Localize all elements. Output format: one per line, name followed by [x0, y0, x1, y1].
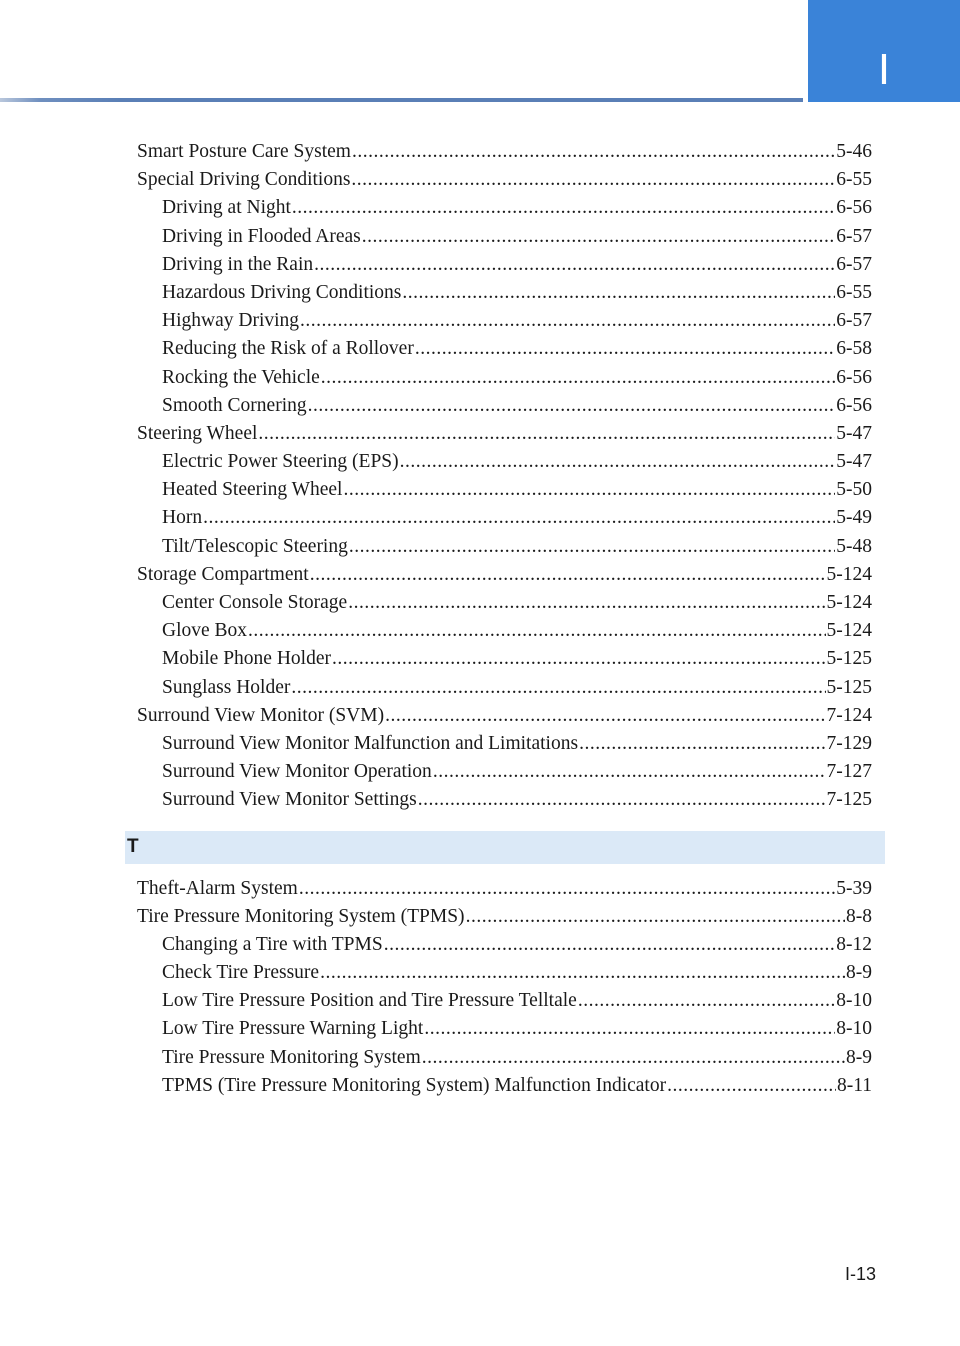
index-subentry[interactable]	[137, 479, 872, 507]
index-subentry[interactable]	[137, 197, 872, 225]
dot-leader	[292, 197, 835, 219]
entry-page: 6-58	[836, 338, 872, 360]
entry-page: 6-55	[836, 281, 872, 303]
entry-label: Tilt/Telescopic Steering	[162, 535, 348, 557]
entry-label: Driving in Flooded Areas	[162, 225, 361, 247]
entry-label: Surround View Monitor Settings	[162, 789, 417, 811]
entry-label: Horn	[162, 507, 203, 529]
index-subentry[interactable]	[137, 282, 872, 310]
dot-leader	[299, 878, 835, 900]
entry-page: 8-9	[846, 1046, 872, 1068]
page-number: I-13	[844, 1264, 876, 1284]
index-subentry[interactable]	[137, 1075, 872, 1103]
index-subentry[interactable]	[137, 1047, 872, 1075]
dot-leader	[332, 648, 826, 670]
entry-page: 8-9	[846, 962, 872, 984]
index-subentry[interactable]	[137, 990, 872, 1018]
entry-page: 7-125	[826, 789, 872, 811]
dot-leader	[300, 310, 835, 332]
dot-leader	[579, 733, 825, 755]
dot-leader	[348, 592, 825, 614]
entry-label: Low Tire Pressure Position and Tire Pressure Telltale	[162, 990, 577, 1012]
dot-leader	[384, 934, 836, 956]
dot-leader	[320, 962, 845, 984]
dot-leader	[310, 564, 826, 586]
dot-leader	[321, 367, 835, 389]
entry-label: Surround View Monitor (SVM)	[137, 704, 385, 726]
entry-page: 6-56	[836, 394, 872, 416]
entry-label: Glove Box	[162, 620, 248, 642]
entry-label: Heated Steering Wheel	[162, 479, 343, 501]
index-subentry[interactable]	[137, 367, 872, 395]
index-list	[127, 141, 872, 1103]
dot-leader	[424, 1018, 835, 1040]
index-subentry[interactable]	[137, 761, 872, 789]
index-entry[interactable]	[137, 141, 872, 169]
dot-leader	[351, 169, 835, 191]
entry-label: Theft-Alarm System	[137, 877, 298, 899]
entry-page: 5-49	[836, 507, 872, 529]
entry-label: Steering Wheel	[137, 422, 258, 444]
entry-page: 5-50	[836, 479, 872, 501]
dot-leader	[203, 507, 835, 529]
entry-label: Smooth Cornering	[162, 394, 307, 416]
index-subentry[interactable]	[137, 507, 872, 535]
entry-label: Low Tire Pressure Warning Light	[162, 1018, 424, 1040]
index-subentry[interactable]	[137, 934, 872, 962]
entry-label: Changing a Tire with TPMS	[162, 933, 383, 955]
entry-page: 5-46	[836, 141, 872, 162]
entry-label: Surround View Monitor Operation	[162, 761, 432, 783]
index-subentry[interactable]	[137, 226, 872, 254]
entry-page: 7-129	[826, 732, 872, 754]
entry-page: 5-125	[826, 648, 872, 670]
entry-page: 8-10	[836, 990, 872, 1012]
entry-page: 6-57	[836, 253, 872, 275]
dot-leader	[400, 451, 836, 473]
entry-label: Check Tire Pressure	[162, 962, 320, 984]
entry-label: Hazardous Driving Conditions	[162, 281, 402, 303]
index-subentry[interactable]	[137, 536, 872, 564]
entry-page: 6-56	[836, 197, 872, 219]
entry-label: Special Driving Conditions	[137, 169, 351, 191]
entry-label: Storage Compartment	[137, 563, 309, 585]
entry-page: 5-39	[836, 877, 872, 899]
index-subentry[interactable]	[137, 592, 872, 620]
entry-page: 5-125	[826, 676, 872, 698]
index-section-s	[137, 141, 872, 818]
dot-leader	[343, 479, 835, 501]
dot-leader	[433, 761, 826, 783]
dot-leader	[578, 990, 835, 1012]
dot-leader	[422, 1047, 845, 1069]
index-subentry[interactable]	[137, 648, 872, 676]
entry-page: 5-47	[836, 422, 872, 444]
dot-leader	[349, 536, 835, 558]
letter-heading: T	[127, 836, 139, 857]
index-subentry[interactable]	[137, 451, 872, 479]
entry-label: Sunglass Holder	[162, 676, 291, 698]
index-section-t	[137, 878, 872, 1104]
entry-page: 6-55	[836, 169, 872, 191]
entry-page: 5-124	[826, 592, 872, 613]
entry-label: Smart Posture Care System	[137, 141, 351, 162]
index-entry[interactable]	[137, 423, 872, 451]
dot-leader	[352, 141, 835, 163]
dot-leader	[385, 705, 825, 727]
index-entry[interactable]	[137, 564, 872, 592]
index-subentry[interactable]	[137, 677, 872, 705]
header-rule	[0, 98, 803, 102]
dot-leader	[314, 254, 835, 276]
entry-page: 5-124	[826, 563, 872, 585]
entry-page: 8-11	[836, 1074, 872, 1096]
index-subentry[interactable]	[137, 789, 872, 817]
entry-page: 7-127	[826, 761, 872, 783]
entry-label: Surround View Monitor Malfunction and Limitations	[162, 732, 579, 754]
index-entry[interactable]	[137, 705, 872, 733]
entry-label: Reducing the Risk of a Rollover	[162, 338, 414, 360]
dot-leader	[248, 620, 825, 642]
entry-page: 7-124	[826, 704, 872, 726]
entry-label: Electric Power Steering (EPS)	[162, 451, 399, 473]
entry-label: Center Console Storage	[162, 592, 348, 613]
letter-heading-bar	[125, 831, 885, 864]
entry-label: Driving in the Rain	[162, 253, 314, 275]
entry-label: Tire Pressure Monitoring System (TPMS)	[137, 905, 465, 927]
entry-page: 6-56	[836, 366, 872, 388]
dot-leader	[667, 1075, 836, 1097]
index-subentry[interactable]	[137, 962, 872, 990]
entry-page: 6-57	[836, 310, 872, 332]
dot-leader	[291, 677, 825, 699]
entry-label: Highway Driving	[162, 310, 300, 332]
index-entry[interactable]	[137, 878, 872, 906]
entry-page: 5-47	[836, 451, 872, 473]
index-entry[interactable]	[137, 169, 872, 197]
index-subentry[interactable]	[137, 254, 872, 282]
index-subentry[interactable]	[137, 733, 872, 761]
dot-leader	[258, 423, 835, 445]
index-subentry[interactable]	[137, 310, 872, 338]
index-subentry[interactable]	[137, 1018, 872, 1046]
entry-page: 6-57	[836, 225, 872, 247]
dot-leader	[466, 906, 845, 928]
entry-page: 8-10	[836, 1018, 872, 1040]
entry-page: 5-124	[826, 620, 872, 642]
entry-label: Mobile Phone Holder	[162, 648, 331, 670]
entry-label: Rocking the Vehicle	[162, 366, 320, 388]
chapter-tab-label: I	[877, 45, 891, 94]
index-subentry[interactable]	[137, 620, 872, 648]
dot-leader	[308, 395, 836, 417]
chapter-tab	[808, 0, 960, 102]
entry-page: 8-12	[836, 933, 872, 955]
entry-label: TPMS (Tire Pressure Monitoring System) Malfunction Indicator	[162, 1074, 667, 1096]
dot-leader	[415, 338, 835, 360]
dot-leader	[362, 226, 835, 248]
dot-leader	[418, 789, 826, 811]
entry-label: Tire Pressure Monitoring System	[162, 1046, 421, 1068]
dot-leader	[402, 282, 835, 304]
index-subentry[interactable]	[137, 395, 872, 423]
index-subentry[interactable]	[137, 338, 872, 366]
entry-page: 5-48	[836, 535, 872, 557]
entry-page: 8-8	[846, 905, 872, 927]
index-entry[interactable]	[137, 906, 872, 934]
entry-label: Driving at Night	[162, 197, 291, 219]
